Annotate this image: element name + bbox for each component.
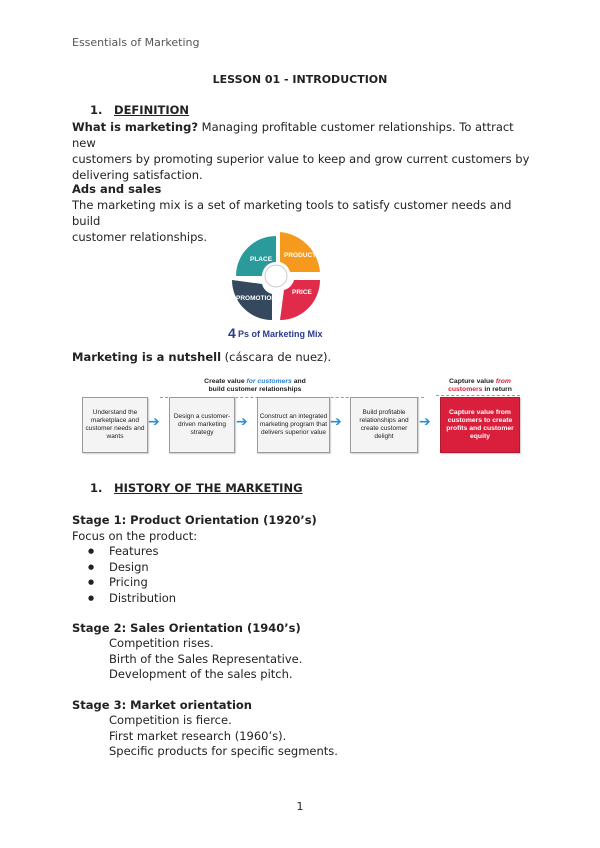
definition-line: Managing profitable customer relationships. To attract new xyxy=(72,120,514,150)
process-step: Design a customer-driven marketing strategy xyxy=(169,397,235,453)
process-header-highlight: customers xyxy=(448,386,483,393)
stage1-list xyxy=(72,544,532,606)
process-header-highlight: from xyxy=(495,378,511,385)
definition-line: delivering satisfaction. xyxy=(72,168,203,182)
process-step-capture: Capture value from customers to create profits and customer equity xyxy=(440,397,520,453)
wheel-caption-four: 4 xyxy=(228,325,236,341)
wheel-label-product: PRODUCT xyxy=(284,252,317,259)
process-header-capture xyxy=(440,378,520,394)
list-item: ● Design xyxy=(72,560,532,576)
nutshell-line xyxy=(72,349,532,365)
section-number: 1. xyxy=(90,103,103,117)
stage3-lines xyxy=(109,713,338,760)
process-header-highlight: for customers xyxy=(246,378,292,385)
stage-line: Development of the sales pitch. xyxy=(109,667,293,681)
list-item: ● Pricing xyxy=(72,575,532,591)
stage-line: Competition is fierce. xyxy=(109,713,232,727)
process-header-text: Capture value xyxy=(449,378,496,385)
wheel-center xyxy=(265,265,287,287)
process-step: Construct an integrated marketing program that delivers superior value xyxy=(257,397,330,453)
nutshell-rest: (cáscara de nuez). xyxy=(221,350,332,364)
section-heading-definition xyxy=(90,103,189,117)
lesson-title: LESSON 01 - INTRODUCTION xyxy=(212,73,388,86)
definition-line: customers by promoting superior value to keep and grow current customers by xyxy=(72,152,530,166)
process-header-text: and xyxy=(291,378,306,385)
stage-line: Specific products for specific segments. xyxy=(109,744,338,758)
process-header-create xyxy=(160,378,350,394)
wheel-label-promotion: PROMOTION xyxy=(236,295,277,302)
stage2-lines xyxy=(109,636,302,683)
list-item: ● Distribution xyxy=(72,591,532,607)
marketing-mix-wheel xyxy=(228,228,332,344)
process-header-text: in return xyxy=(482,386,512,393)
list-item: ● Features xyxy=(72,544,532,560)
stage-title: Stage 1: Product Orientation (1920’s) xyxy=(72,513,317,527)
definition-paragraph xyxy=(72,119,532,183)
process-header-text: Create value xyxy=(204,378,247,385)
wheel-caption: Ps of Marketing Mix xyxy=(238,329,323,339)
ads-line: customer relationships. xyxy=(72,230,208,244)
wheel-label-price: PRICE xyxy=(292,289,312,296)
section-number: 1. xyxy=(90,481,103,495)
stage-line: First market research (1960’s). xyxy=(109,728,287,743)
arrow-right-icon: ➔ xyxy=(419,414,431,430)
process-header-text: build customer relationships xyxy=(208,386,302,393)
stage1-block xyxy=(72,512,532,606)
arrow-right-icon: ➔ xyxy=(330,414,342,430)
stage3-title: Stage 3: Market orientation xyxy=(72,698,252,712)
process-divider xyxy=(436,395,520,396)
stage-line: Competition rises. xyxy=(109,636,214,650)
wheel-segment-price xyxy=(280,280,320,320)
page-number: 1 xyxy=(296,800,304,813)
stage2-title: Stage 2: Sales Orientation (1940’s) xyxy=(72,621,301,635)
ads-title: Ads and sales xyxy=(72,182,162,196)
process-step: Build profitable relationships and create customer delight xyxy=(350,397,418,453)
nutshell-bold: Marketing is a nutshell xyxy=(72,350,222,364)
arrow-right-icon: ➔ xyxy=(236,414,248,430)
ads-line: The marketing mix is a set of marketing tools to satisfy customer needs and build xyxy=(72,198,512,228)
section-title: HISTORY OF THE MARKETING xyxy=(114,481,303,495)
section-title: DEFINITION xyxy=(114,103,189,117)
wheel-label-place: PLACE xyxy=(250,256,273,263)
section-heading-history xyxy=(90,481,303,495)
arrow-right-icon: ➔ xyxy=(148,414,160,430)
running-header: Essentials of Marketing xyxy=(72,36,200,49)
process-step: Understand the marketplace and customer needs and wants xyxy=(82,397,148,453)
stage-line: Birth of the Sales Representative. xyxy=(109,651,303,666)
definition-question: What is marketing? xyxy=(72,120,199,134)
stage-intro: Focus on the product: xyxy=(72,529,198,543)
